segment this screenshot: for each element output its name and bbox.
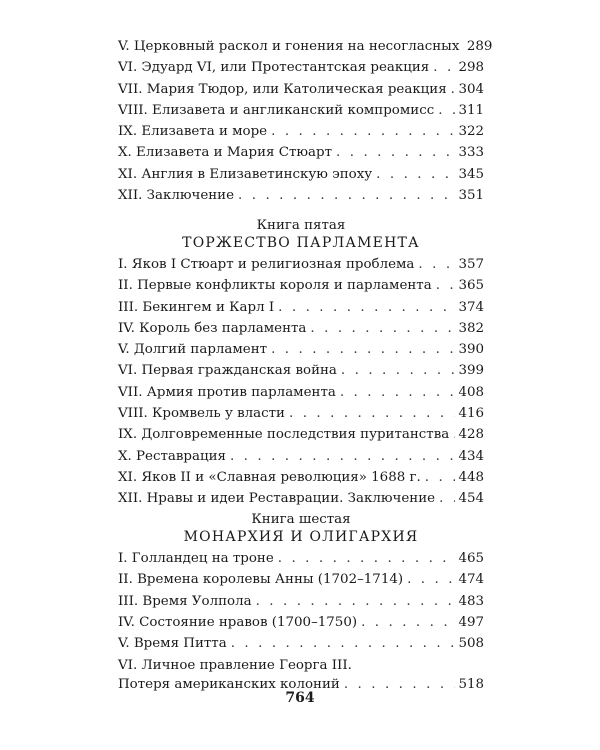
toc-entry-title: V. Время Питта [118,636,227,652]
toc-entry [118,446,484,467]
toc-entry-title: IV. Состояние нравов (1700–1750) [118,614,358,630]
toc-entry-title: V. Церковный раскол и гонения на несогласных [118,39,460,54]
toc-entry-page: 474 [458,572,484,588]
toc-entry [118,612,484,633]
toc-entry-page: 454 [458,491,484,507]
toc-entry [118,100,484,121]
toc-entry [118,488,484,509]
toc-entry-page: 311 [458,102,484,118]
toc-entry-page: 351 [458,188,484,204]
toc-entry-title: I. Яков I Стюарт и религиозная проблема [118,257,415,272]
toc-entry-page: 365 [458,278,484,294]
toc-entry-title: V. Долгий парламент [118,342,268,358]
book5-heading [118,217,484,252]
toc-entry [118,57,484,78]
toc-entry-page: 304 [458,81,484,97]
toc-entry [118,403,484,424]
toc-entry-title: VII. Армия против парламента [118,384,336,400]
toc-entry-title: XI. Англия в Елизаветинскую эпоху [118,166,373,182]
toc-entry-title: X. Реставрация [118,448,226,464]
toc-entry [118,318,484,339]
toc-entry [118,254,484,275]
toc-entry [118,121,484,142]
toc-entry-title: XI. Яков II и «Славная революция» 1688 г. [118,469,421,485]
toc-book6 [118,548,484,694]
toc-entry [118,548,484,569]
book-label: Книга пятая [256,218,346,233]
toc-entry [118,164,484,185]
toc-entry-page: 497 [458,614,484,630]
toc-entry-title: IX. Долговременные последствия пуританства [118,427,450,443]
page-number: 764 [285,690,315,706]
toc-entry-page: 518 [458,677,484,693]
toc-entry-page: 322 [458,124,484,140]
toc-entry-title: XII. Нравы и идеи Реставрации. Заключение [118,491,436,507]
toc-entry [118,339,484,360]
toc-entry-title: VIII. Кромвель у власти [118,406,285,422]
toc-entry [118,467,484,488]
toc-entry [118,591,484,612]
toc-entry-page: 357 [458,257,484,272]
toc-entry [118,569,484,590]
toc-entry-title: II. Времена королевы Анны (1702–1714) [118,572,404,588]
toc-entry [118,297,484,318]
toc-entry-page: 416 [458,406,484,422]
toc-entry-title-line2: Потеря американских колоний [118,677,340,693]
toc-entry-title: X. Елизавета и Мария Стюарт [118,145,333,161]
toc-entry-title: III. Бекингем и Карл I [118,299,275,315]
toc-entry-page: 345 [458,166,484,182]
book-title: МОНАРХИЯ И ОЛИГАРХИЯ [183,529,419,545]
toc-entry-title: XII. Заключение [118,188,235,204]
toc-entry-page: 508 [458,636,484,652]
toc-entry-page: 428 [458,427,484,443]
toc-entry-page: 399 [458,363,484,379]
toc-entry-title: VII. Мария Тюдор, или Католическая реакция [118,81,447,97]
toc-entry-page: 298 [458,60,484,76]
toc-entry-title: IV. Король без парламента [118,320,307,336]
toc-entry [118,185,484,206]
book-title: ТОРЖЕСТВО ПАРЛАМЕНТА [182,235,420,251]
toc-entry [118,36,493,57]
toc-entry-page: 333 [458,145,484,161]
toc-entry-page: 408 [458,384,484,400]
toc-entry-page: 465 [458,551,484,566]
book6-heading [118,511,484,546]
toc-book5 [118,254,484,510]
toc-entry-page: 434 [458,448,484,464]
toc-entry-title: VIII. Елизавета и англиканский компромисс [118,102,435,118]
toc-entry-page: 448 [458,469,484,485]
toc-entry [118,142,484,163]
toc-entry [118,633,484,654]
toc-entry [118,382,484,403]
toc-entry [118,79,484,100]
toc-entry-page: 382 [458,320,484,336]
toc-entry [118,360,484,381]
toc-entry [118,275,484,296]
toc-entry-page: 390 [458,342,484,358]
toc-entry-title: VI. Первая гражданская война [118,363,337,379]
toc-entry-page: 374 [458,299,484,315]
toc-entry-page: 483 [458,593,484,609]
toc-entry-title-line1: VI. Личное правление Георга III. [118,658,352,674]
book-label: Книга шестая [251,512,351,527]
toc-entry [118,656,484,694]
toc-entry [118,424,484,445]
toc-entry-title: I. Голландец на троне [118,551,274,566]
toc-entry-page: 289 [466,39,493,54]
toc-entry-title: IX. Елизавета и море [118,124,268,140]
toc-entry-title: III. Время Уолпола [118,593,252,609]
toc-entry-title: VI. Эдуард VI, или Протестантская реакция [118,60,430,76]
toc-entry-title: II. Первые конфликты короля и парламента [118,278,432,294]
toc-book4 [118,36,493,206]
